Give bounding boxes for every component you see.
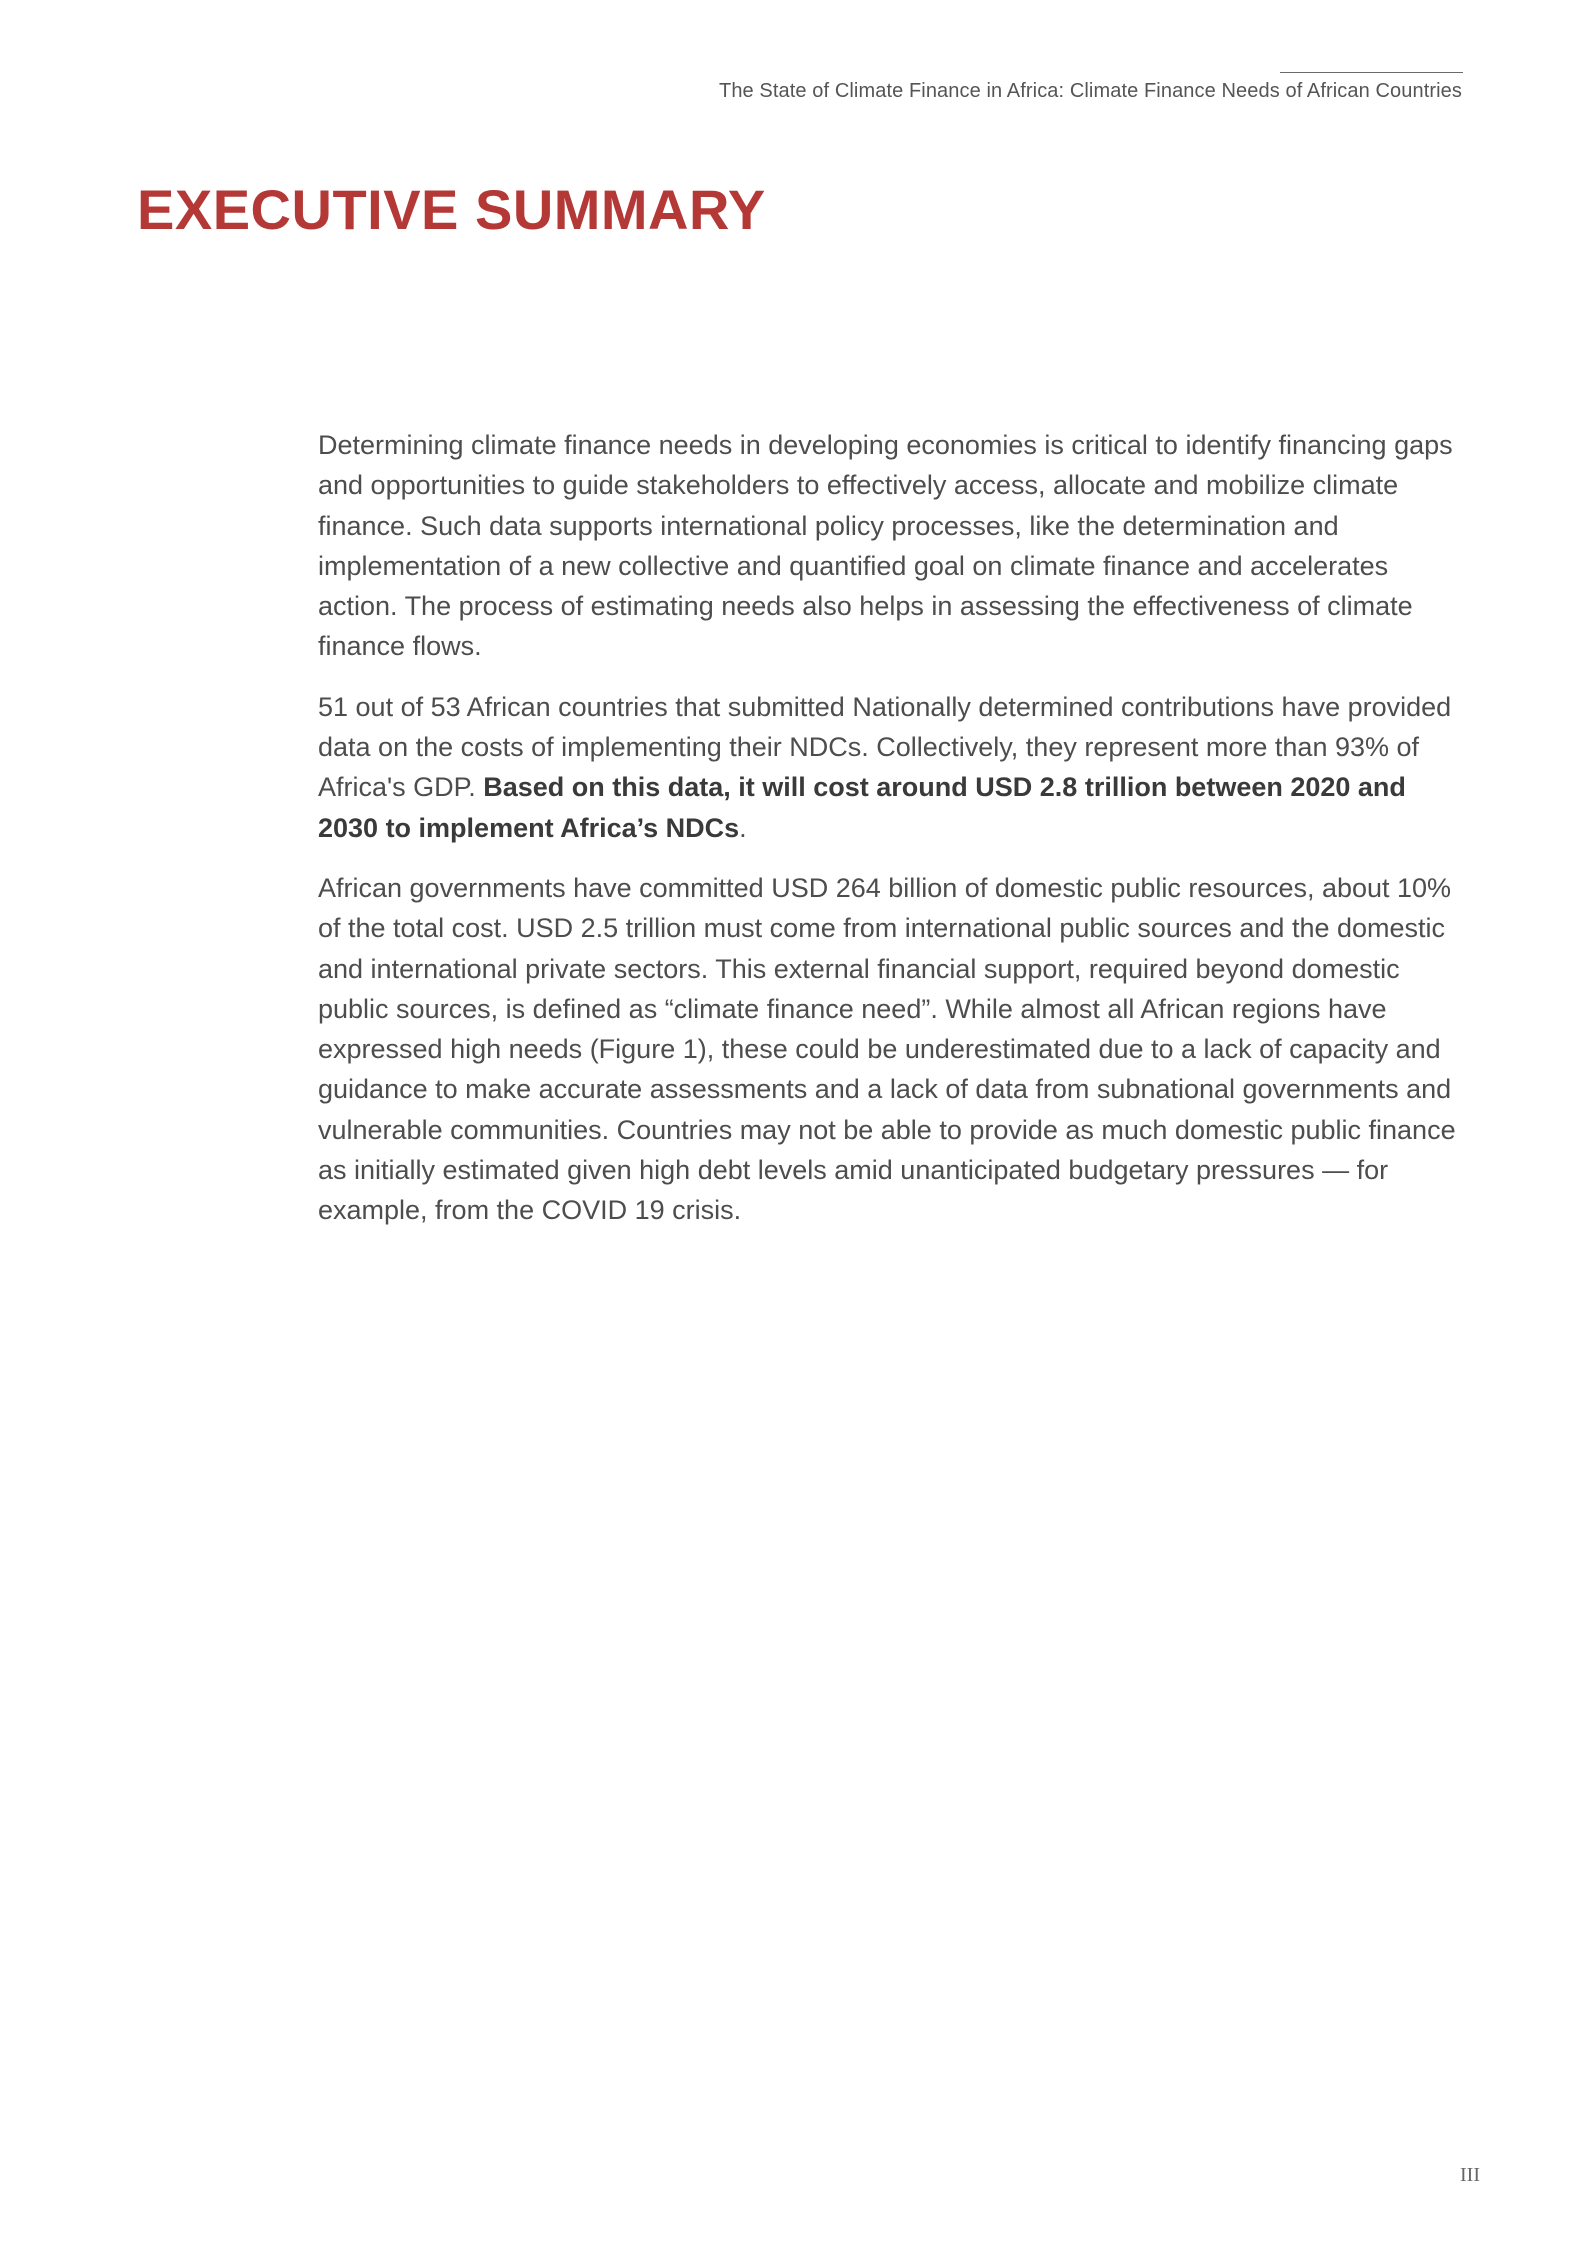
section-title: EXECUTIVE SUMMARY: [137, 178, 766, 241]
paragraph-2-intro: 51 out of 53 African countries that submitted Nationally determined contributions have provided data on the costs of implementing their NDCs. Collectively, they represent more than 93% of Africa's GDP.: [318, 691, 1452, 803]
paragraph-1: Determining climate finance needs in developing economies is critical to identify financing gaps and opportunities to guide stakeholders to effectively access, allocate and mobilize climate finance. Such data supports international policy processes, like the determination and implementation of a new collective and quantified goal on climate finance and accelerates action. The process of estimating needs also helps in assessing the effectiveness of climate finance flows.: [318, 430, 1453, 662]
paragraph-2-highlight: Based on this data, it will cost around USD 2.8 trillion between 2020 and 2030 to implement Africa’s NDCs: [318, 772, 1406, 843]
paragraph-3: African governments have committed USD 264 billion of domestic public resources, about 10% of the total cost. USD 2.5 trillion must come from international public sources and the domestic and international private sectors. This external financial support, required beyond domestic public sources, is defined as “climate finance need”. While almost all African regions have expressed high needs (Figure 1), these could be underestimated due to a lack of capacity and guidance to make accurate assessments and a lack of data from subnational governments and vulnerable communities. Countries may not be able to provide as much domestic public finance as initially estimated given high debt levels amid unanticipated budgetary pressures — for example, from the COVID 19 crisis.: [318, 872, 1456, 1226]
running-header: The State of Climate Finance in Africa: Climate Finance Needs of African Countries: [719, 80, 1462, 102]
paragraph-2-end: .: [739, 812, 747, 843]
body-text: [318, 425, 1468, 1251]
paragraph-2: [318, 687, 1468, 848]
page-number: III: [1460, 2164, 1480, 2186]
header-rule: [1280, 72, 1463, 73]
